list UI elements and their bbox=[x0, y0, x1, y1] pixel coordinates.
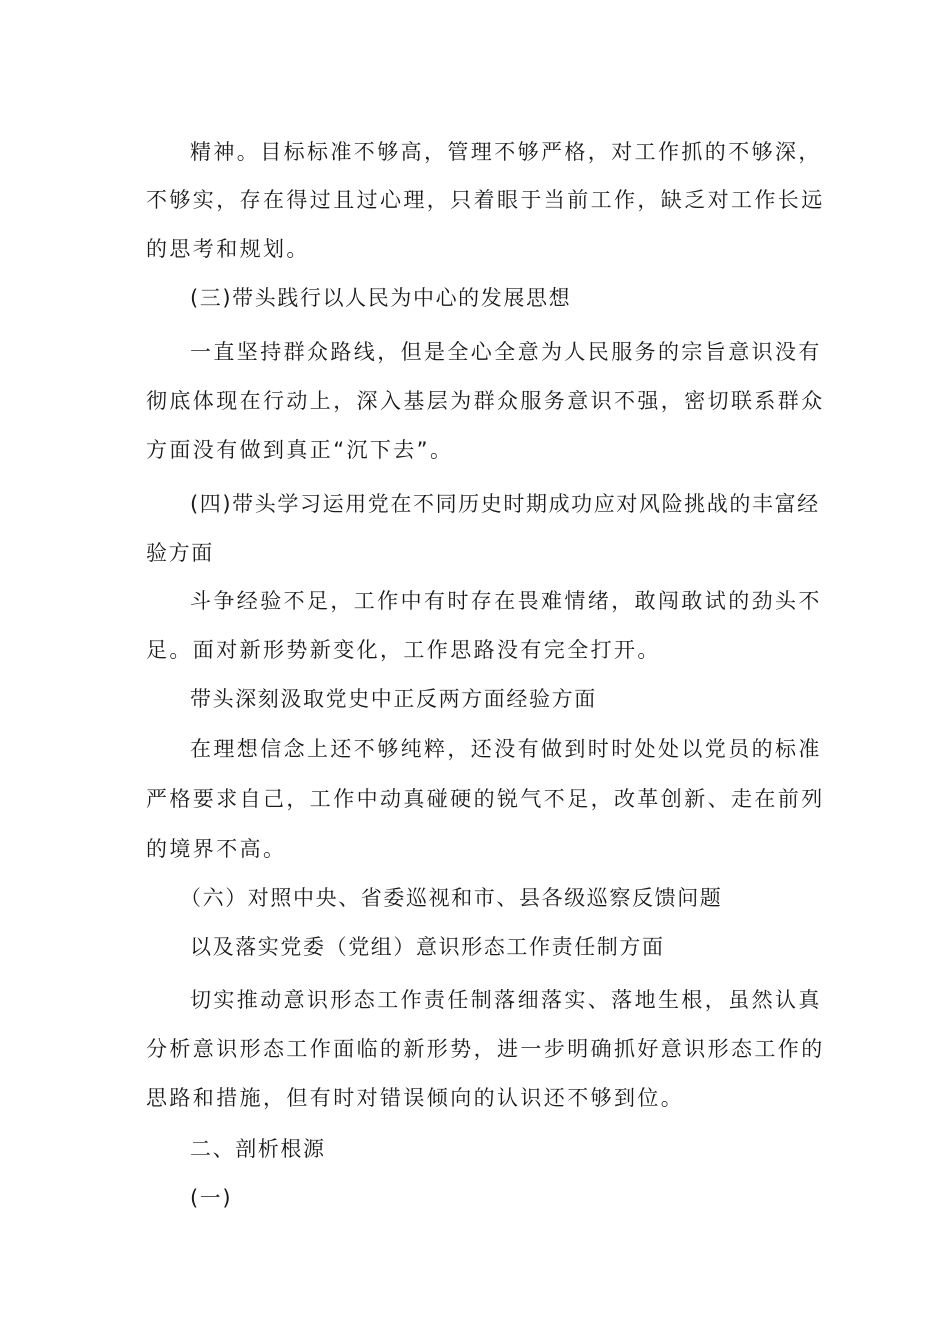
section-heading: 以及落实党委（党组）意识形态工作责任制方面 bbox=[190, 935, 665, 959]
paragraph-line: 彻底体现在行动上，深入基层为群众服务意识不强，密切联系群众 bbox=[146, 389, 825, 413]
paragraph-line: 在理想信念上还不够纯粹，还没有做到时时处处以党员的标准 bbox=[190, 737, 822, 761]
paragraph-line: 一直坚持群众路线，但是全心全意为人民服务的宗旨意识没有 bbox=[190, 340, 822, 364]
paragraph-line: 足。面对新形势新变化，工作思路没有完全打开。 bbox=[146, 638, 661, 662]
section-heading: (一) bbox=[190, 1186, 233, 1210]
section-heading: 带头深刻汲取党史中正反两方面经验方面 bbox=[190, 687, 597, 711]
paragraph-line: 分析意识形态工作面临的新形势，进一步明确抓好意识形态工作的 bbox=[146, 1037, 825, 1061]
paragraph-line: 不够实，存在得过且过心理，只着眼于当前工作，缺乏对工作长远 bbox=[146, 188, 825, 212]
section-heading: (四)带头学习运用党在不同历史时期成功应对风险挑战的丰富经 bbox=[190, 492, 820, 516]
paragraph-line: 方面没有做到真正“沉下去”。 bbox=[146, 438, 454, 462]
paragraph-line: 的思考和规划。 bbox=[146, 237, 310, 261]
section-heading: (三)带头践行以人民为中心的发展思想 bbox=[190, 286, 572, 310]
paragraph-line: 精神。目标标准不够高，管理不够严格，对工作抓的不够深， bbox=[190, 140, 822, 164]
section-heading: 二、剖析根源 bbox=[190, 1137, 326, 1161]
paragraph-line: 斗争经验不足，工作中有时存在畏难情绪，敢闯敢试的劲头不 bbox=[190, 589, 822, 613]
section-heading: 验方面 bbox=[146, 541, 214, 565]
paragraph-line: 思路和措施，但有时对错误倾向的认识还不够到位。 bbox=[146, 1086, 685, 1110]
paragraph-line: 的境界不高。 bbox=[146, 837, 287, 861]
section-heading: （六）对照中央、省委巡视和市、县各级巡察反馈问题 bbox=[180, 886, 723, 910]
paragraph-line: 切实推动意识形态工作责任制落细落实、落地生根，虽然认真 bbox=[190, 988, 822, 1012]
paragraph-line: 严格要求自己，工作中动真碰硬的锐气不足，改革创新、走在前列 bbox=[146, 787, 825, 811]
